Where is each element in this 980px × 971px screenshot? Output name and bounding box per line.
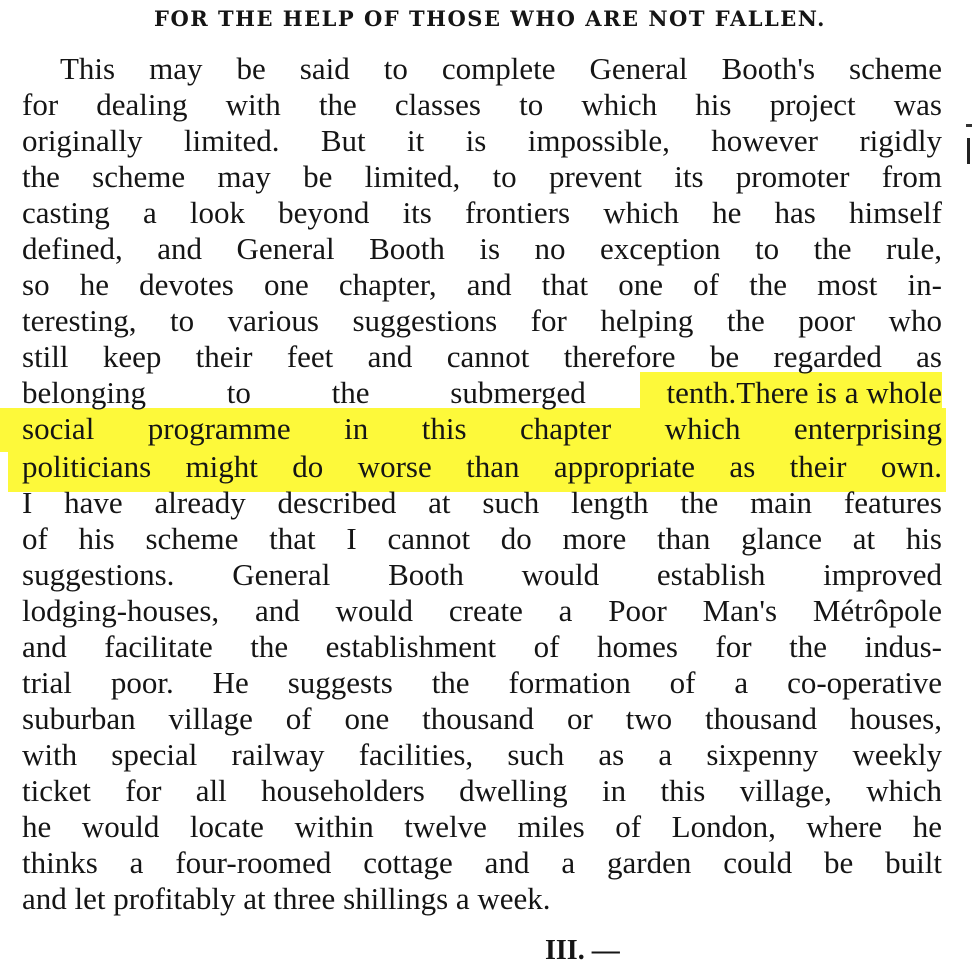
margin-ink-dot	[966, 124, 972, 127]
text-line-16: lodging-houses, and would create a Poor Man's Métrôpole	[22, 593, 942, 628]
next-section-heading-fragment: III. —	[545, 935, 620, 966]
text-line-15: suggestions. General Booth would establish improved	[22, 557, 942, 592]
text-line-7: so he devotes one chapter, and that one of the most in-	[22, 267, 942, 302]
text-line-13: I have already described at such length the main features	[22, 485, 942, 520]
text-line-24: and let profitably at three shillings a week.	[22, 881, 551, 916]
text-line-19: suburban village of one thousand or two thousand houses,	[22, 701, 942, 736]
text-line-14: of his scheme that I cannot do more than glance at his	[22, 521, 942, 556]
text-line-10-plain: belonging to the submerged tenth.	[22, 375, 737, 410]
text-line-21: ticket for all householders dwelling in this village, which	[22, 773, 942, 808]
section-heading: FOR THE HELP OF THOSE WHO ARE NOT FALLEN.	[154, 6, 826, 31]
text-line-3: originally limited. But it is impossible, however rigidly	[22, 123, 942, 158]
text-line-8: teresting, to various suggestions for helping the poor who	[22, 303, 942, 338]
text-line-12-highlighted: politicians might do worse than appropriate as their own.	[22, 449, 942, 484]
text-line-6: defined, and General Booth is no exception to the rule,	[22, 231, 942, 266]
text-line-22: he would locate within twelve miles of London, where he	[22, 809, 942, 844]
text-line-11-highlighted: social programme in this chapter which enterprising	[22, 411, 942, 446]
text-line-9: still keep their feet and cannot therefore be regarded as	[22, 339, 942, 374]
margin-ink-mark	[967, 138, 970, 164]
text-line-2: for dealing with the classes to which his project was	[22, 87, 942, 122]
text-line-10	[22, 374, 942, 412]
text-line-1: This may be said to complete General Booth's scheme	[60, 51, 942, 86]
text-line-4: the scheme may be limited, to prevent its promoter from	[22, 159, 942, 194]
text-line-18: trial poor. He suggests the formation of a co-operative	[22, 665, 942, 700]
text-line-5: casting a look beyond its frontiers which he has himself	[22, 195, 942, 230]
text-line-17: and facilitate the establishment of homes for the indus-	[22, 629, 942, 664]
text-line-10-highlighted: There is a whole	[736, 375, 942, 410]
text-line-23: thinks a four-roomed cottage and a garden could be built	[22, 845, 942, 880]
text-line-20: with special railway facilities, such as a sixpenny weekly	[22, 737, 942, 772]
